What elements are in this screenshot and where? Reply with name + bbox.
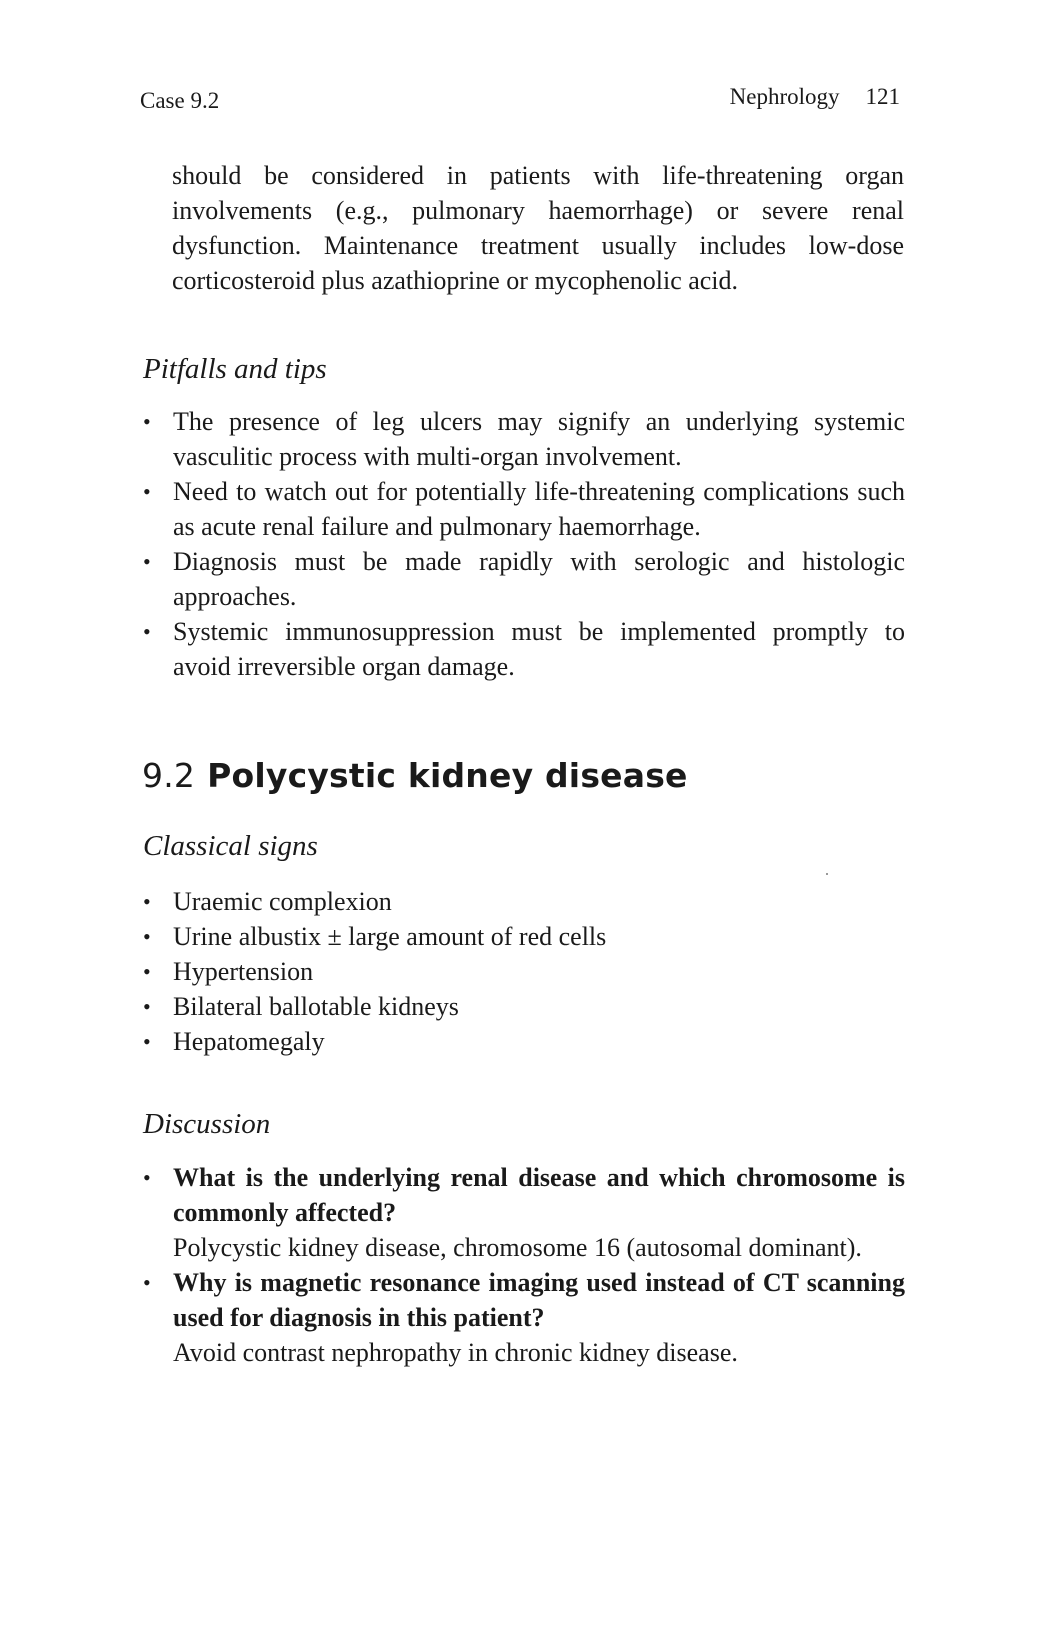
discussion-question: What is the underlying renal disease and which chromosome is commonly affected? [173,1163,905,1227]
sign-text: Uraemic complexion [173,887,392,916]
discussion-list [143,1160,905,1370]
list-item [143,954,905,989]
pitfalls-heading: Pitfalls and tips [143,353,327,385]
list-item [143,1024,905,1059]
case-label: Case 9.2 [140,88,220,113]
sign-text: Hepatomegaly [173,1027,325,1056]
section-name: Polycystic kidney disease [207,756,688,795]
bullet-icon: • [143,1270,151,1295]
list-item [143,884,905,919]
list-item [143,474,905,544]
list-item [143,1160,905,1265]
bullet-icon: • [143,1029,151,1054]
discussion-answer: Avoid contrast nephropathy in chronic kidney disease. [173,1338,738,1367]
classical-signs-heading: Classical signs [143,830,318,862]
pitfall-text: The presence of leg ulcers may signify an underlying systemic vasculitic process with multi-organ involvement. [173,407,905,471]
bullet-icon: • [143,924,151,949]
pitfall-text: Systemic immunosuppression must be implemented promptly to avoid irreversible organ damage. [173,617,905,681]
pitfall-text: Diagnosis must be made rapidly with serologic and histologic approaches. [173,547,905,611]
sign-text: Urine albustix ± large amount of red cells [173,922,607,951]
bullet-icon: • [143,479,151,504]
discussion-answer: Polycystic kidney disease, chromosome 16 (autosomal dominant). [173,1233,862,1262]
bullet-icon: • [143,1165,151,1190]
bullet-icon: • [143,409,151,434]
discussion-heading: Discussion [143,1108,271,1140]
section-number: 9.2 [142,756,196,795]
bullet-icon: • [143,889,151,914]
section-title [142,756,688,795]
running-header [140,84,900,118]
list-item [143,919,905,954]
list-item [143,614,905,684]
bullet-icon: • [143,619,151,644]
sign-text: Hypertension [173,957,314,986]
list-item [143,404,905,474]
list-item [143,1265,905,1370]
chapter-and-page [730,84,900,110]
sign-text: Bilateral ballotable kidneys [173,992,459,1021]
discussion-question: Why is magnetic resonance imaging used instead of CT scanning used for diagnosis in this patient? [173,1268,905,1332]
pitfall-text: Need to watch out for potentially life-threatening complications such as acute renal failure and pulmonary haemorrhage. [173,477,905,541]
bullet-icon: • [143,549,151,574]
scan-speck [826,873,828,875]
classical-signs-list [143,884,905,1059]
bullet-icon: • [143,994,151,1019]
intro-paragraph: should be considered in patients with life-threatening organ involvements (e.g., pulmonary haemorrhage) or severe renal dysfunction. Maintenance treatment usually includes low-dose corticosteroid plus azathioprine or mycophenolic acid. [172,161,904,295]
page-number: 121 [865,84,900,109]
pitfalls-list [143,404,905,684]
list-item [143,544,905,614]
chapter-title: Nephrology [729,84,840,109]
list-item [143,989,905,1024]
bullet-icon: • [143,959,151,984]
